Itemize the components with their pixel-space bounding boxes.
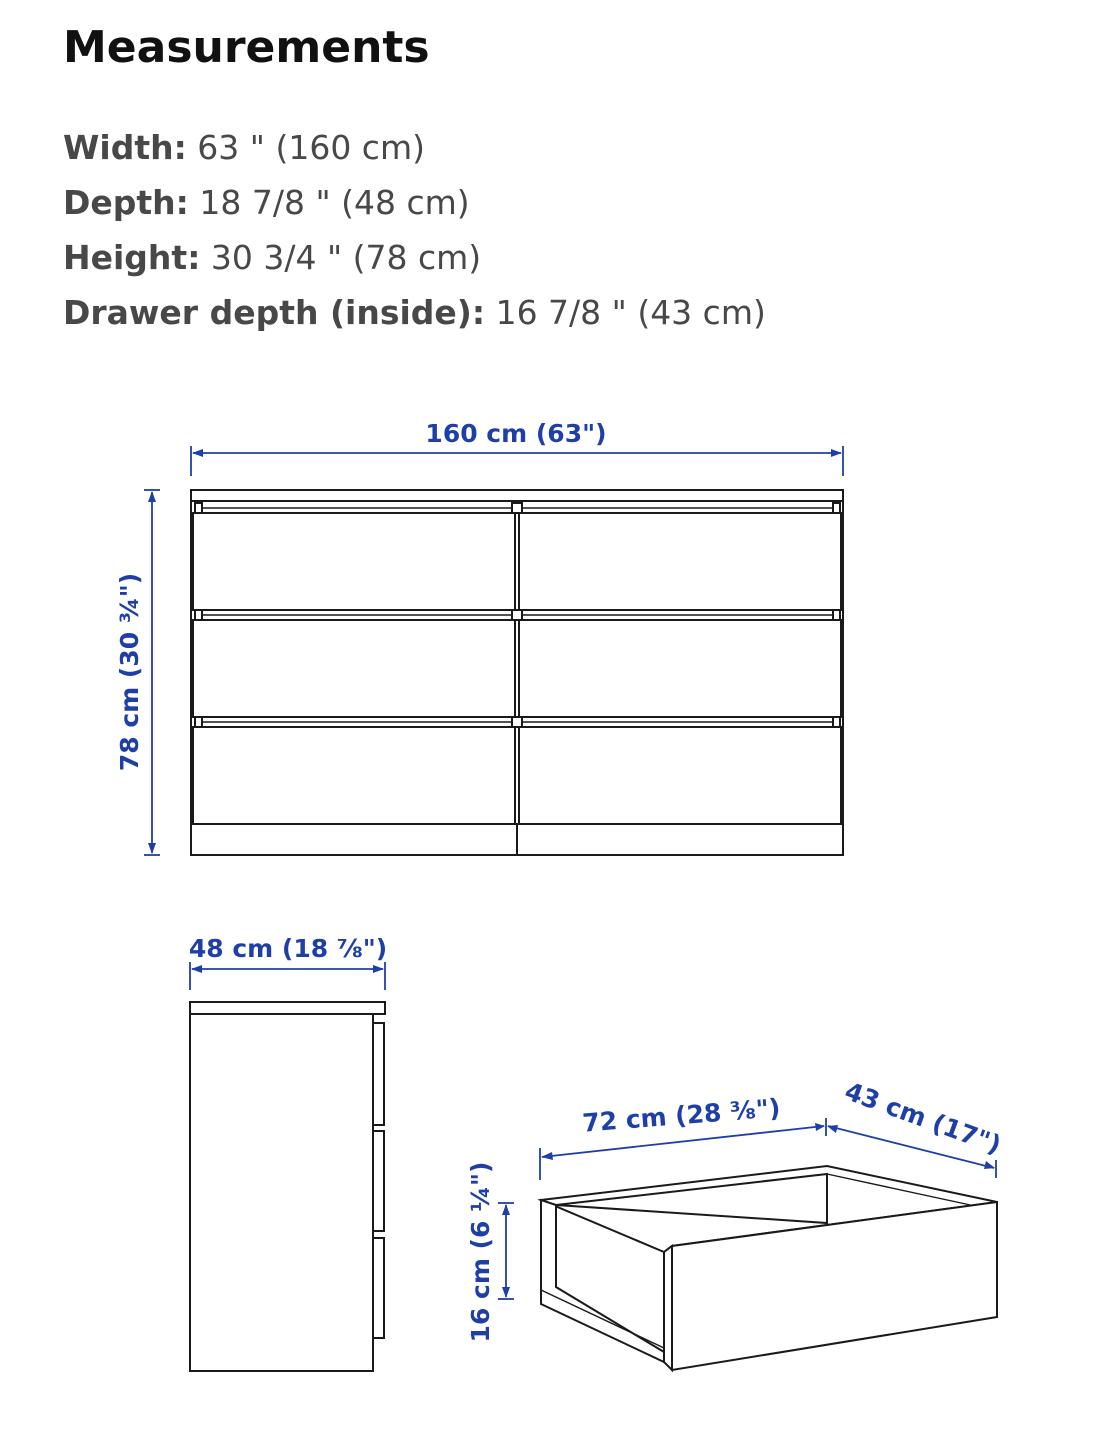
side-body [190, 1014, 373, 1371]
arrow-head [502, 1287, 510, 1298]
arrow-head [148, 843, 156, 854]
front-height-label: 78 cm (30 ¾") [115, 572, 144, 772]
spec-label: Depth: [63, 183, 189, 222]
side-drawer [373, 1238, 384, 1338]
rail-block [833, 503, 840, 513]
arrow-head [192, 449, 203, 457]
side-drawer [373, 1131, 384, 1231]
arrow-head [541, 1152, 553, 1160]
drawer-height-label: 16 cm (6 ¼") [466, 1161, 495, 1343]
spec-label: Drawer depth (inside): [63, 293, 486, 332]
rail-block [833, 610, 840, 620]
spec-value: 18 7/8 " (48 cm) [188, 183, 470, 222]
arrow-head [373, 965, 384, 973]
front-width-label: 160 cm (63") [425, 419, 607, 448]
spec-value: 63 " (160 cm) [186, 128, 425, 167]
page-title: Measurements [63, 22, 430, 73]
arrow-head [827, 1125, 838, 1133]
drawer-front [193, 727, 515, 824]
drawer-front [519, 727, 841, 824]
side-top [190, 1002, 385, 1014]
arrow-head [191, 965, 202, 973]
arrow-head [831, 449, 842, 457]
arrow-head [984, 1161, 995, 1169]
rail-block [195, 503, 202, 513]
side-depth-label: 48 cm (18 ⅞") [188, 934, 388, 963]
side-view [189, 934, 387, 1371]
drawer-bottom-edge [541, 1290, 664, 1348]
rail-block [512, 610, 522, 620]
arrow-head [502, 1204, 510, 1215]
front-view [115, 419, 843, 855]
rail-block [512, 503, 522, 513]
arrow-head [815, 1123, 825, 1131]
drawer-view [466, 1076, 1005, 1370]
rail-block [512, 717, 522, 727]
arrow-head [148, 491, 156, 502]
spec-value: 30 3/4 " (78 cm) [200, 238, 482, 277]
spec-value: 16 7/8 " (43 cm) [485, 293, 766, 332]
rail-block [195, 610, 202, 620]
drawer-front [519, 620, 841, 717]
drawer-width-label: 72 cm (28 ⅜") [581, 1093, 782, 1138]
drawer-front [193, 513, 515, 610]
rail-block [195, 717, 202, 727]
spec-label: Width: [63, 128, 187, 167]
drawer-front [193, 620, 515, 717]
spec-label: Height: [63, 238, 201, 277]
drawer-depth-label: 43 cm (17") [841, 1076, 1005, 1160]
drawer-front-edge [664, 1246, 672, 1370]
drawer-front [519, 513, 841, 610]
side-drawer [373, 1023, 384, 1125]
rail-block [833, 717, 840, 727]
